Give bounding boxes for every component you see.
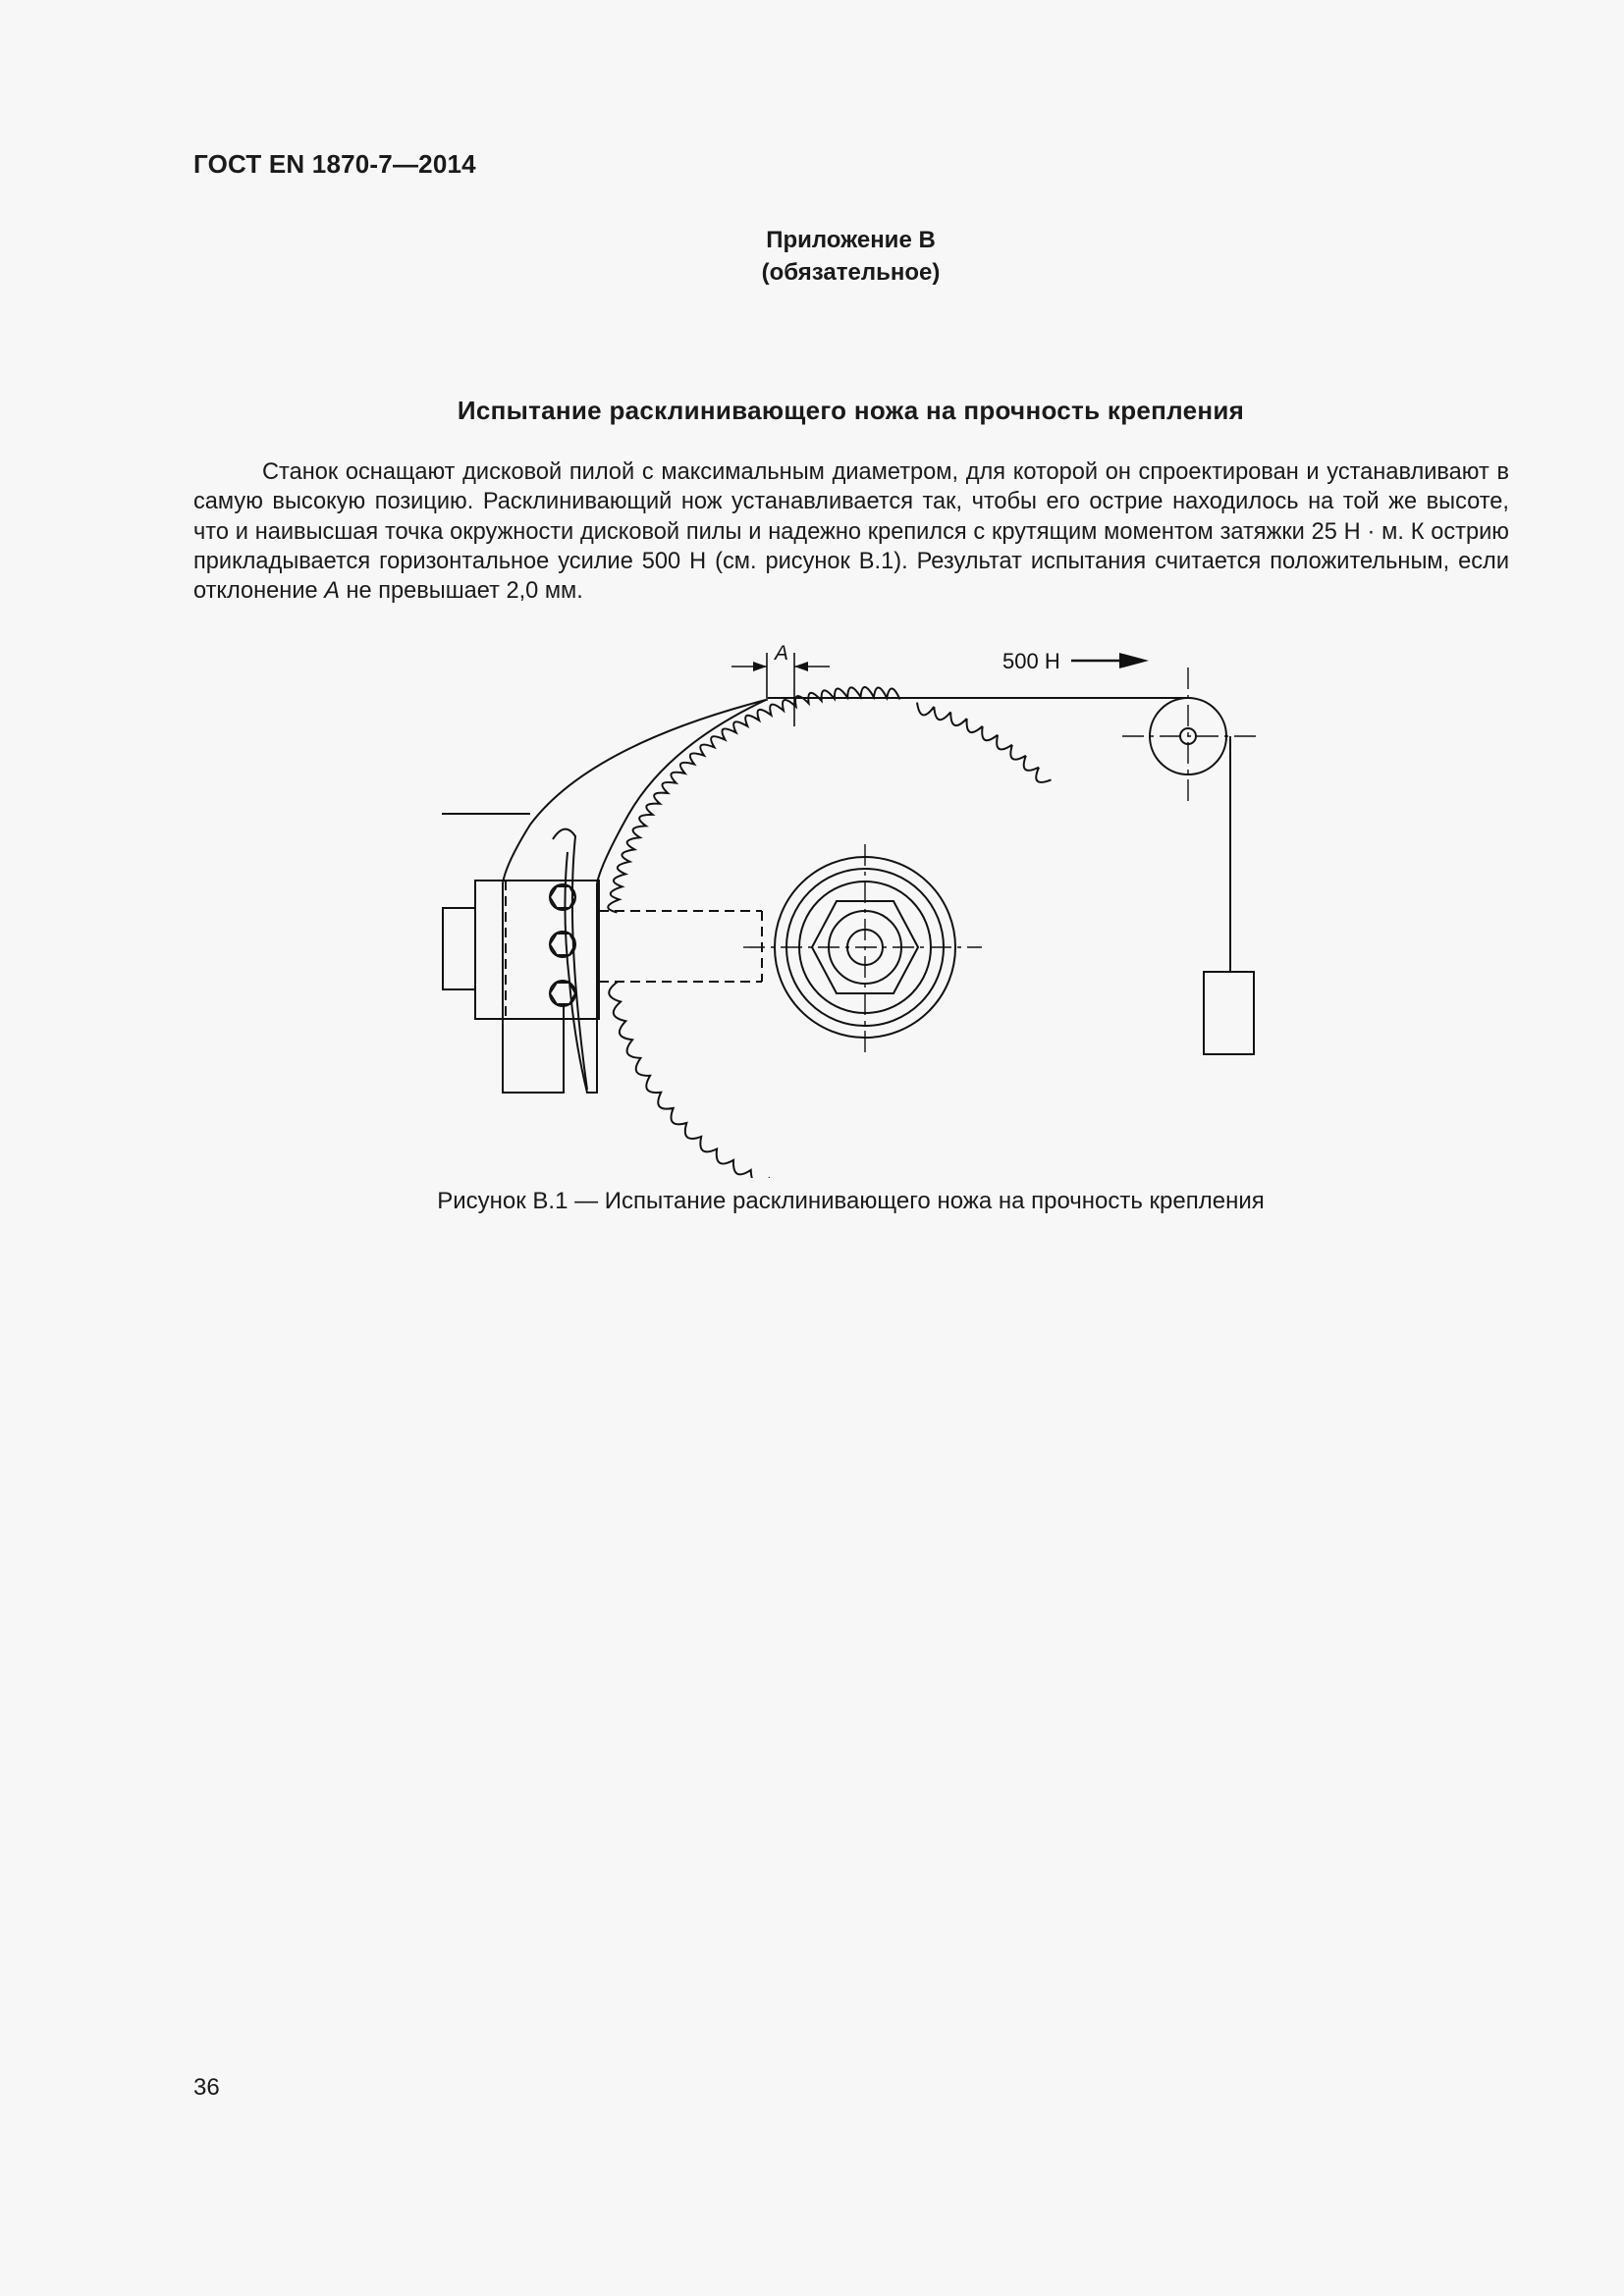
document-code: ГОСТ EN 1870-7—2014: [193, 149, 476, 179]
riving-knife-slot: [553, 829, 587, 1090]
riving-knife-lower-left: [503, 883, 564, 1093]
riving-knife-outer-edge: [503, 700, 766, 883]
force-label: 500 Н: [1002, 649, 1060, 673]
deflection-label: А: [775, 642, 789, 665]
mounting-bracket: [443, 908, 475, 989]
deflection-symbol: А: [324, 578, 340, 605]
figure-caption: Рисунок В.1 — Испытание расклинивающего ножа на прочность крепления: [437, 1188, 1265, 1214]
force-arrow-head: [1119, 653, 1149, 668]
section-title: Испытание расклинивающего ножа на прочность крепления: [457, 396, 1245, 425]
annex-status: (обязательное): [761, 259, 941, 286]
paragraph-main: Станок оснащают дисковой пилой с максимальным диаметром, для которой он спроектирован и устанавливают в самую высокую позицию. Расклинивающий нож устанавливается так, чтобы его острие находилось на той же высоте, что и наивысшая точка окружности дисковой пилы и надежно крепился с крутящим моментом затяжки 25 Н · м. К острию прикладывается горизонтальное усилие 500 Н (см. рисунок В.1). Результат испытания считается положительным, если отклонение: [193, 459, 1509, 605]
arbor-hidden-lines: [599, 911, 762, 982]
mounting-block: [475, 881, 599, 1019]
test-weight: [1204, 972, 1254, 1054]
dimension-arrow-right: [794, 662, 808, 671]
pulley-centerlines: [1122, 667, 1260, 803]
flange-centerlines: [743, 844, 982, 1055]
paragraph-tail: не превышает 2,0 мм.: [339, 578, 583, 605]
annex-title: Приложение В: [766, 227, 936, 253]
dimension-arrow-left: [753, 662, 767, 671]
saw-blade-teeth: [608, 687, 1051, 1178]
page-number: 36: [193, 2074, 220, 2101]
bolt-bottom: [550, 981, 575, 1006]
bolt-middle: [550, 932, 575, 957]
